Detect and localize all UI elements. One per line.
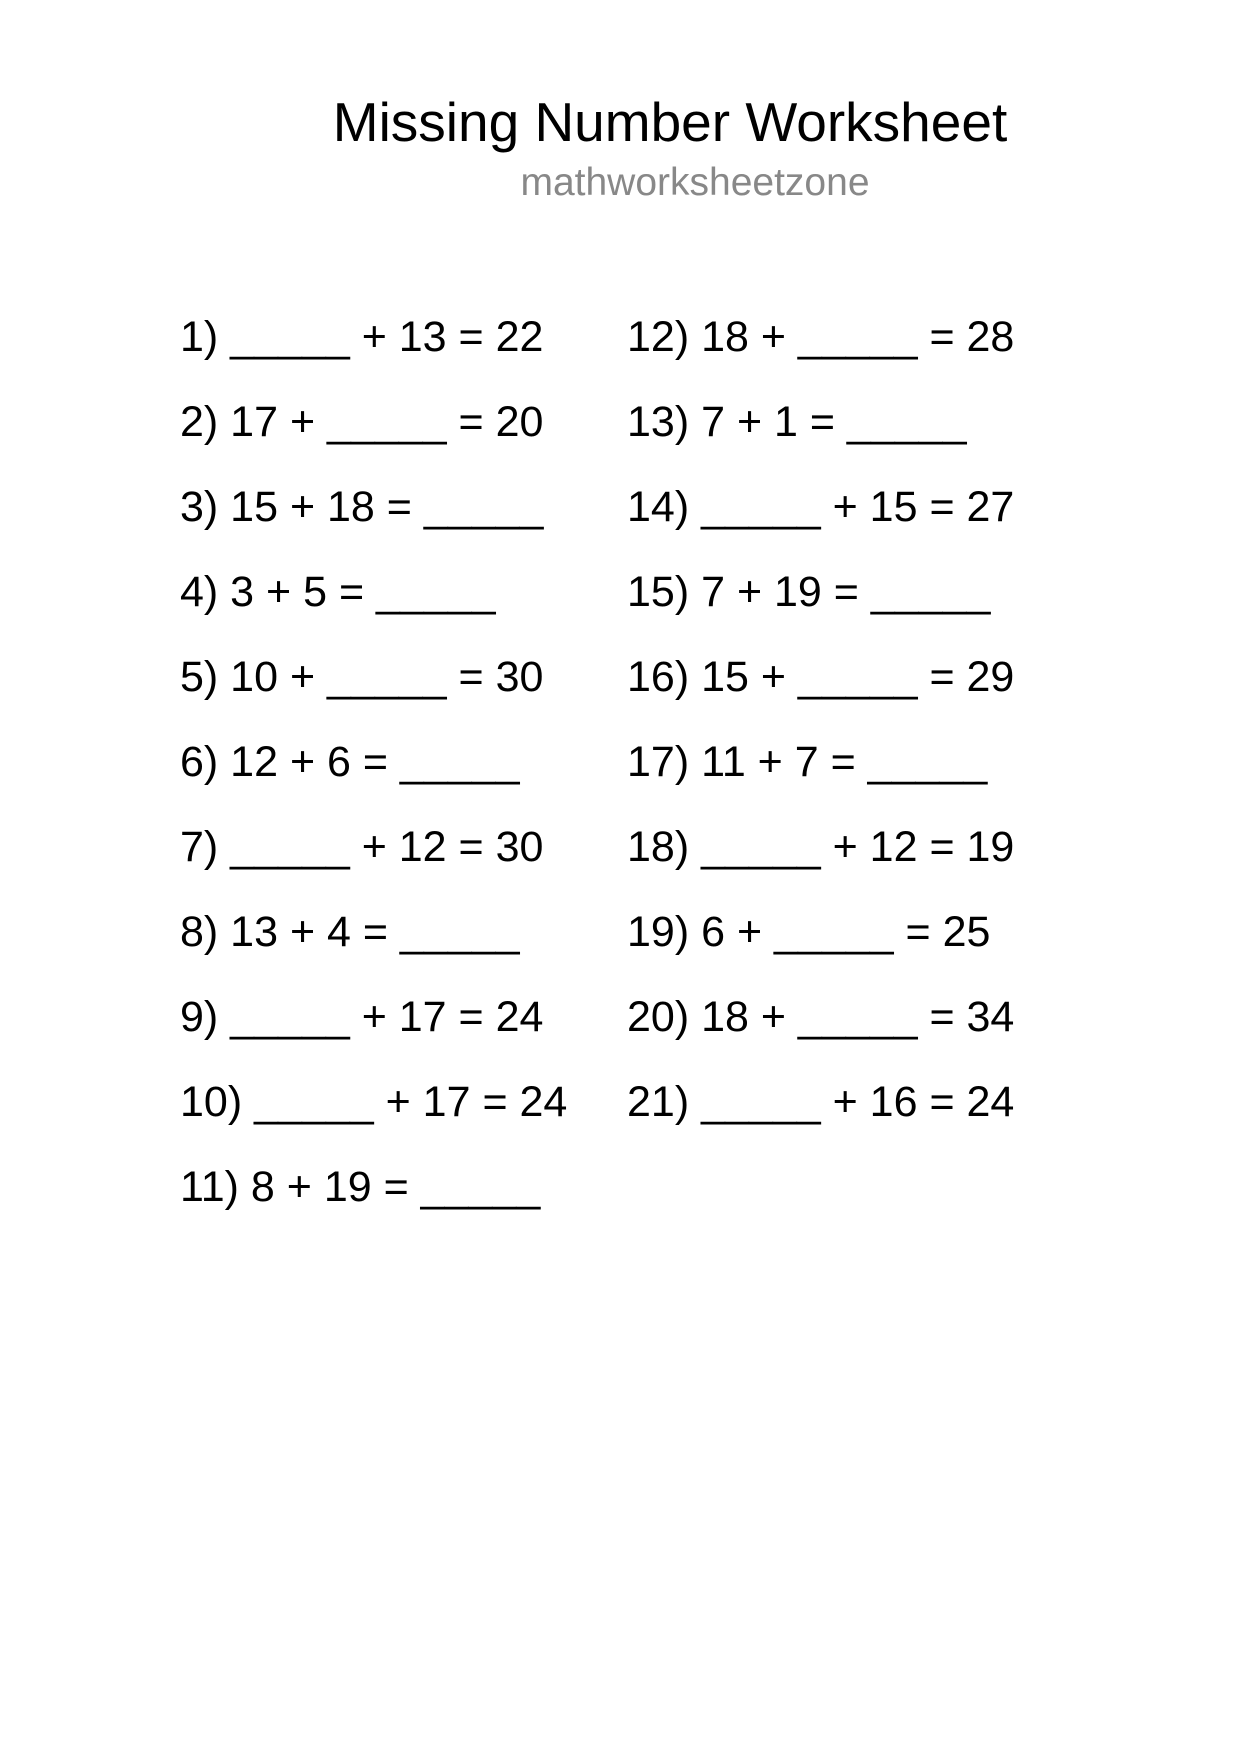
problem-19: 19) 6 + _____ = 25 [627, 908, 991, 956]
problem-9: 9) _____ + 17 = 24 [180, 993, 544, 1041]
problem-column-right [627, 309, 1014, 1159]
problem-2: 2) 17 + _____ = 20 [180, 398, 544, 446]
worksheet-title: Missing Number Worksheet [332, 91, 1008, 153]
problem-16: 16) 15 + _____ = 29 [627, 653, 1015, 701]
problem-1: 1) _____ + 13 = 22 [180, 313, 544, 361]
problem-7: 7) _____ + 12 = 30 [180, 823, 544, 871]
problem-3: 3) 15 + 18 = _____ [180, 483, 544, 531]
problem-20: 20) 18 + _____ = 34 [627, 993, 1015, 1041]
problem-12: 12) 18 + _____ = 28 [627, 313, 1015, 361]
problem-11: 11) 8 + 19 = _____ [180, 1163, 541, 1211]
problem-14: 14) _____ + 15 = 27 [627, 483, 1015, 531]
problem-21: 21) _____ + 16 = 24 [627, 1078, 1015, 1126]
worksheet-source: mathworksheetzone [520, 161, 870, 204]
problem-8: 8) 13 + 4 = _____ [180, 908, 520, 956]
problem-6: 6) 12 + 6 = _____ [180, 738, 520, 786]
problem-10: 10) _____ + 17 = 24 [180, 1078, 568, 1126]
problem-18: 18) _____ + 12 = 19 [627, 823, 1015, 871]
problem-4: 4) 3 + 5 = _____ [180, 568, 496, 616]
problem-15: 15) 7 + 19 = _____ [627, 568, 991, 616]
problem-5: 5) 10 + _____ = 30 [180, 653, 544, 701]
problem-column-left [180, 309, 567, 1244]
problem-17: 17) 11 + 7 = _____ [627, 738, 988, 786]
problem-13: 13) 7 + 1 = _____ [627, 398, 967, 446]
